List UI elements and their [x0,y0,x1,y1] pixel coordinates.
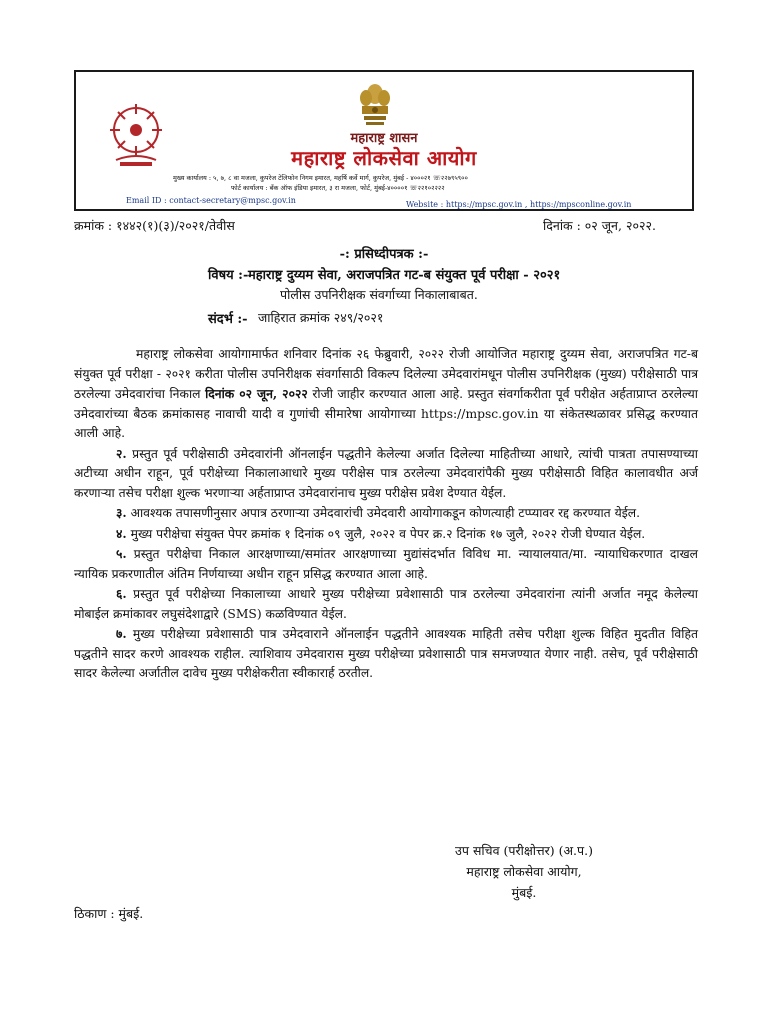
document-body [74,345,698,684]
website-link[interactable]: Website : https://mpsc.gov.in , https://mpsconline.gov.in [406,200,632,209]
place: ठिकाण : मुंबई. [74,906,144,921]
email-link[interactable]: Email ID : contact-secretary@mpsc.gov.in [126,196,296,205]
head-office-address: मुख्य कार्यालय : ५, ७, ८ वा मजला, कुपरेज टेलिफोन निगम इमारत, महर्षि कर्वे मार्ग, कुपरेज, मुंबई - ४०००२१ ☏२२७९५९०० [173,174,468,182]
paragraph-4-text: मुख्य परीक्षेचा संयुक्त पेपर क्रमांक १ दिनांक ०९ जुलै, २०२२ व पेपर क्र.२ दिनांक १७ जुलै, २०२२ रोजी घेण्यात येईल. [126,526,646,541]
subject-text: महाराष्ट्र दुय्यम सेवा, अराजपत्रित गट-ब संयुक्त पूर्व परीक्षा - २०२१ [248,268,561,283]
subject-label: विषय :- [208,268,249,283]
document-date: दिनांक : ०२ जून, २०२२. [543,218,656,233]
paragraph-4-number: ४. [116,525,127,541]
signatory-designation: उप सचिव (परीक्षोत्तर) (अ.प.) [455,843,593,858]
paragraph-7 [74,624,698,684]
ashoka-emblem-icon [356,82,394,130]
signature-block [444,840,604,903]
paragraph-3 [74,503,698,524]
signatory-city: मुंबई. [511,885,537,900]
letterhead [74,70,694,211]
commission-name: महाराष्ट्र लोकसेवा आयोग [291,146,477,170]
signatory-organization: महाराष्ट्र लोकसेवा आयोग, [466,864,582,879]
paragraph-1-text-b: रोजी जाहीर करण्यात आला आहे. प्रस्तुत संवर्गाकरीता पूर्व परीक्षेत अर्हताप्राप्त ठरलेल्या उमेदवारांच्या बैठक क्रमांकासह नावाची यादी व गुणांची सीमारेषा आयोगाच्या https://mpsc.gov.in या संकेतस्थळावर प्रसिद्ध करण्यात आली आहे. [74,387,698,440]
paragraph-1-text-a: महाराष्ट्र लोकसेवा आयोगामार्फत शनिवार दिनांक २६ फेब्रुवारी, २०२२ रोजी आयोजित महाराष्ट्र दुय्यम सेवा, अराजपत्रित गट-ब संयुक्त पूर्व परीक्षा - २०२१ करीता पोलीस उपनिरीक्षक संवर्गासाठी विकल्प दिलेल्या उमेदवारांमधून पोलीस उपनिरीक्षक (मुख्य) परीक्षेसाठी पात्र ठरलेल्या उमेदवारांचा निकाल [74,347,698,401]
paragraph-5 [74,544,698,584]
paragraph-5-number: ५. [116,546,127,561]
paragraph-1-date: दिनांक ०२ जून, २०२२ [205,386,308,401]
paragraph-7-number: ७. [116,626,127,641]
paragraph-2-text: प्रस्तुत पूर्व परीक्षेसाठी उमेदवारांनी ऑनलाईन पद्धतीने केलेल्या अर्जात दिलेल्या माहितीच्या आधारे, त्यांची पात्रता तपासण्याच्या अटीच्या अधीन राहून, पूर्व परीक्षेच्या निकालाआधारे मुख्य परीक्षेस पात्र ठरलेल्या उमेदवारांपैकी मुख्य परीक्षेसाठी विहित कालावधीत अर्ज करणाऱ्या तसेच परीक्षा शुल्क भरणाऱ्या अर्हताप्राप्त उमेदवारांनाच मुख्य परीक्षेस प्रवेश देण्यात येईल. [74,446,698,500]
press-release-title: -: प्रसिध्दीपत्रक :- [339,247,429,262]
fort-office-address: फोर्ट कार्यालय : बँक ऑफ इंडिया इमारत, ३ रा मजला, फोर्ट, मुंबई-४००००१ ☏२२१०२२२२ [231,184,445,192]
paragraph-6-number: ६. [116,586,127,601]
reference-text: जाहिरात क्रमांक २४९/२०२१ [258,310,384,325]
paragraph-7-text: मुख्य परीक्षेच्या प्रवेशासाठी पात्र उमेदवाराने ऑनलाईन पद्धतीने आवश्यक माहिती तसेच परीक्षा शुल्क विहित मुदतीत विहित पद्धतीने सादर करणे आवश्यक राहील. त्याशिवाय उमेदवारास मुख्य परीक्षेच्या प्रवेशासाठी पात्र समजण्यात येणार नाही. तसेच, पूर्व परीक्षेसाठी सादर केलेल्या अर्जातील दावेच मुख्य परीक्षेकरीता स्वीकारार्ह ठरतील. [74,627,698,680]
paragraph-3-number: ३. [116,505,127,520]
paragraph-6 [74,584,698,624]
paragraph-2 [74,444,698,504]
paragraph-4 [74,524,698,545]
paragraph-2-number: २. [116,445,127,461]
subject-line-2: पोलीस उपनिरीक्षक संवर्गाच्या निकालाबाबत. [280,287,478,302]
government-name: महाराष्ट्र शासन [350,131,418,146]
paragraph-3-text: आवश्यक तपासणीनुसार अपात्र ठरणाऱ्या उमेदवारांची उमेदवारी आयोगाकडून कोणत्याही टप्प्यावर रद्द करण्यात येईल. [126,506,641,520]
paragraph-5-text: प्रस्तुत परीक्षेचा निकाल आरक्षणाच्या/समांतर आरक्षणाच्या मुद्यांसंदर्भात विविध मा. न्यायालयात/मा. न्यायाधिकरणात दाखल न्यायिक प्रकरणातील अंतिम निर्णयाच्या अधीन राहून प्रसिद्ध करण्यात आला आहे. [74,547,698,581]
reference-number: क्रमांक : १४४२(१)(३)/२०२१/तेवीस [74,218,235,233]
paragraph-1 [74,345,698,444]
reference-label: संदर्भ :- [208,312,248,327]
paragraph-6-text: प्रस्तुत पूर्व परीक्षेच्या निकालाच्या आधारे मुख्य परीक्षेच्या प्रवेशासाठी पात्र ठरलेल्या उमेदवारांना त्यांनी अर्जात नमूद केलेल्या मोबाईल क्रमांकावर लघुसंदेशाद्वारे (SMS) कळविण्यात येईल. [74,587,698,621]
